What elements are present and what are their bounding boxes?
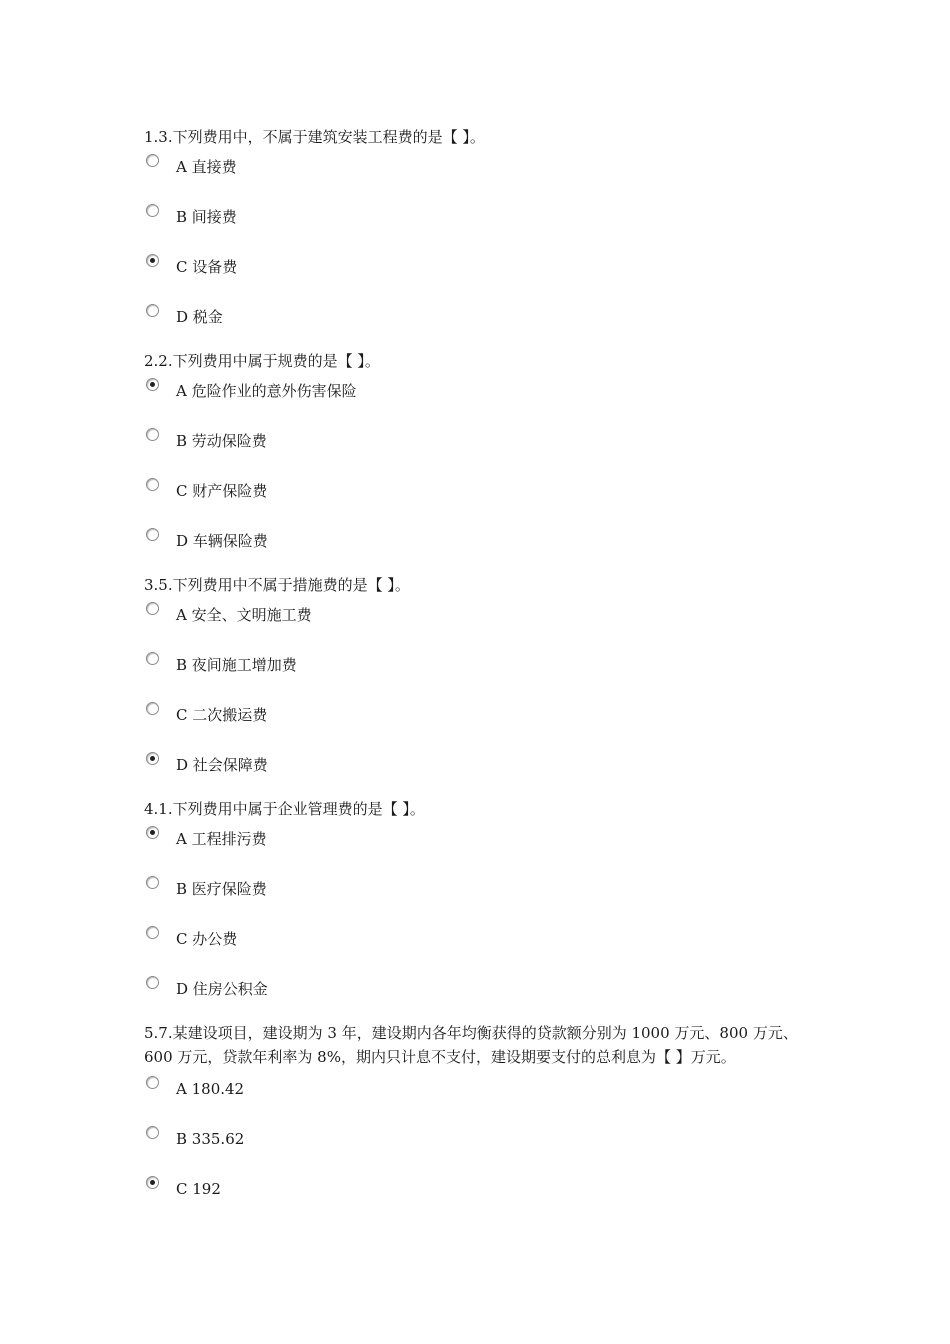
question-5-text: 5.7.某建设项目，建设期为 3 年，建设期内各年均衡获得的贷款额分别为 1000 万元、800 万元、600 万元，贷款年利率为 8%，期内只计息不支付，建设期要支付的总利息为【 】万元。	[144, 1024, 798, 1066]
option-label: C 二次搬运费	[176, 706, 268, 724]
question-3-option-d[interactable]	[144, 752, 744, 778]
radio-button[interactable]	[146, 478, 159, 491]
radio-button[interactable]	[146, 602, 159, 615]
question-5-option-b[interactable]	[144, 1126, 744, 1152]
question-3-option-c[interactable]	[144, 702, 744, 728]
radio-button[interactable]	[146, 876, 159, 889]
question-1-option-c[interactable]	[144, 254, 744, 280]
radio-button-selected[interactable]	[146, 254, 159, 267]
radio-button[interactable]	[146, 1076, 159, 1089]
radio-button[interactable]	[146, 702, 159, 715]
question-3-option-a[interactable]	[144, 602, 744, 628]
option-label: A 工程排污费	[176, 830, 267, 848]
radio-button[interactable]	[146, 652, 159, 665]
question-4-option-c[interactable]	[144, 926, 744, 952]
radio-button[interactable]	[146, 428, 159, 441]
radio-button-selected[interactable]	[146, 752, 159, 765]
question-4-text: 4.1.下列费用中属于企业管理费的是【 】。	[144, 800, 425, 818]
radio-button-selected[interactable]	[146, 378, 159, 391]
radio-button[interactable]	[146, 304, 159, 317]
question-4-option-a[interactable]	[144, 826, 744, 852]
option-label: B 间接费	[176, 208, 237, 226]
option-label: B 医疗保险费	[176, 880, 267, 898]
radio-button-selected[interactable]	[146, 1176, 159, 1189]
question-5-option-a[interactable]	[144, 1076, 744, 1102]
question-3-option-b[interactable]	[144, 652, 744, 678]
question-2-option-a[interactable]	[144, 378, 744, 404]
radio-button-selected[interactable]	[146, 826, 159, 839]
option-label: B 劳动保险费	[176, 432, 267, 450]
radio-button[interactable]	[146, 528, 159, 541]
question-2-option-d[interactable]	[144, 528, 744, 554]
question-1-option-b[interactable]	[144, 204, 744, 230]
question-5-option-c[interactable]	[144, 1176, 744, 1202]
question-2-text: 2.2.下列费用中属于规费的是【 】。	[144, 352, 380, 370]
question-3-text: 3.5.下列费用中不属于措施费的是【 】。	[144, 576, 410, 594]
option-label: D 税金	[176, 308, 223, 326]
option-label: D 车辆保险费	[176, 532, 268, 550]
option-label: B 夜间施工增加费	[176, 656, 297, 674]
radio-button[interactable]	[146, 154, 159, 167]
option-label: C 192	[176, 1180, 221, 1198]
radio-button[interactable]	[146, 926, 159, 939]
radio-button[interactable]	[146, 204, 159, 217]
option-label: D 住房公积金	[176, 980, 268, 998]
option-label: D 社会保障费	[176, 756, 268, 774]
question-4-option-b[interactable]	[144, 876, 744, 902]
question-4-option-d[interactable]	[144, 976, 744, 1002]
radio-button[interactable]	[146, 976, 159, 989]
option-label: C 财产保险费	[176, 482, 268, 500]
option-label: A 直接费	[176, 158, 237, 176]
option-label: A 危险作业的意外伤害保险	[176, 382, 357, 400]
option-label: A 安全、文明施工费	[176, 606, 312, 624]
radio-button[interactable]	[146, 1126, 159, 1139]
option-label: B 335.62	[176, 1130, 245, 1148]
question-2-option-b[interactable]	[144, 428, 744, 454]
option-label: A 180.42	[176, 1080, 245, 1098]
question-1-option-a[interactable]	[144, 154, 744, 180]
option-label: C 设备费	[176, 258, 238, 276]
option-label: C 办公费	[176, 930, 238, 948]
question-1-text: 1.3.下列费用中，不属于建筑安装工程费的是【 】。	[144, 128, 485, 146]
question-2-option-c[interactable]	[144, 478, 744, 504]
question-1-option-d[interactable]	[144, 304, 744, 330]
